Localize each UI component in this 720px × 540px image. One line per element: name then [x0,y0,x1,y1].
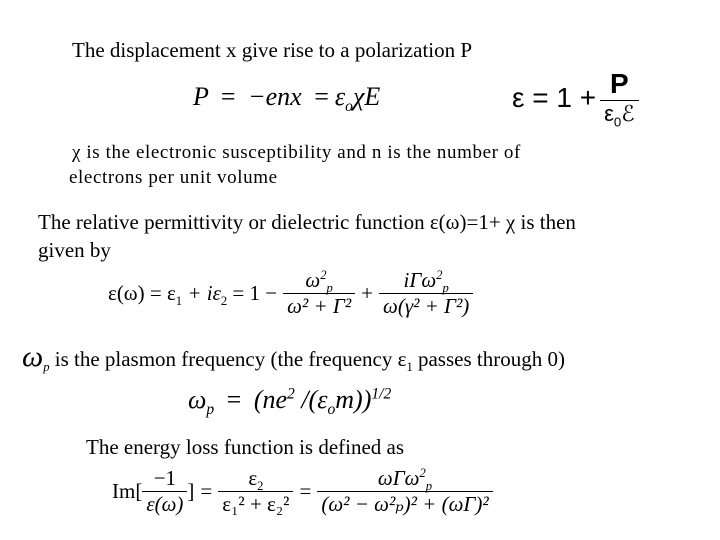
eps-frac-den [600,100,638,130]
df-frac1-den: ω² + Γ² [283,293,355,319]
pf-omega: ω [188,385,207,414]
df-fraction-1 [283,268,355,319]
el-close: ] [187,479,195,503]
el-frac1-num: −1 [153,466,177,490]
df-fraction-2 [379,268,473,319]
eps-fraction [600,68,638,130]
el-fraction-3 [317,466,492,517]
plasmon-omega-sub: p [43,360,50,375]
den-field: ℰ [621,101,635,126]
polarization-intro-text: The displacement x give rise to a polarization P [72,38,473,62]
df-plus: + [361,281,373,305]
eq-equals-1: = [220,82,236,111]
relative-permittivity-line-1: The relative permittivity or dielectric function ε(ω)=1+ χ is then [38,210,576,234]
plasmon-desc: is the plasmon frequency (the frequency ε [49,347,407,371]
plasma-frequency-equation [188,385,392,419]
den-eps-sub: 0 [613,114,622,130]
den-eps: ε [604,101,614,126]
el-fraction-1 [142,466,187,517]
chi-explanation-line-1: χ is the electronic susceptibility and n is the number of [72,142,521,163]
relative-permittivity-line-2: given by [38,238,111,262]
el-frac3-den: (ω² − ω²ₚ)² + (ωΓ)² [317,491,492,517]
eq-lhs-p: P [193,82,209,111]
eq-chi-e: χE [352,82,381,111]
eps-frac-num: P [610,68,629,99]
dielectric-function-equation [108,268,473,319]
chi-explanation-line-2: electrons per unit volume [69,167,278,188]
df-frac1-num: $\omega^2_p$ [305,268,333,296]
el-equals-1: = [200,479,213,503]
energy-loss-equation [112,466,493,517]
plasmon-omega: ω [22,340,44,373]
plasmon-desc-end: passes through 0) [412,347,565,371]
pf-equals: = [226,385,242,414]
pf-omega-sub: p [206,401,215,419]
pf-rhs: ($ne^2$ $/(\varepsilon_om))^{1/2}$ [253,385,392,419]
eq-enx: −enx [248,82,302,111]
el-equals-2: = [299,479,312,503]
eq-equals-2: = [314,82,329,111]
epsilon-relation-equation [512,68,639,130]
el-frac2-den: ε₁² + ε₂² [218,491,293,517]
df-lhs: $\varepsilon(\omega) = \varepsilon_1 + i\varepsilon_2 = 1$ − [108,281,278,309]
polarization-equation [193,82,381,116]
energy-loss-intro: The energy loss function is defined as [86,435,405,459]
plasmon-frequency-line [22,340,565,374]
eq-epsilon: ε [334,82,346,111]
plasmon-eps-sub: 1 [406,360,413,375]
df-frac2-num: iΓω$^2_p$ [403,268,449,296]
el-frac3-num: ωΓω$^2_p$ [377,466,433,494]
eq-epsilon-sub: o [345,98,353,116]
el-im: Im[ [112,479,143,503]
eps-lhs: ε = 1 + [512,81,597,113]
df-frac2-den: ω(γ² + Γ²) [379,293,473,319]
el-frac2-num: $\varepsilon_2$ [248,466,264,494]
el-fraction-2 [218,466,293,517]
el-frac1-den: ε(ω) [142,491,187,517]
